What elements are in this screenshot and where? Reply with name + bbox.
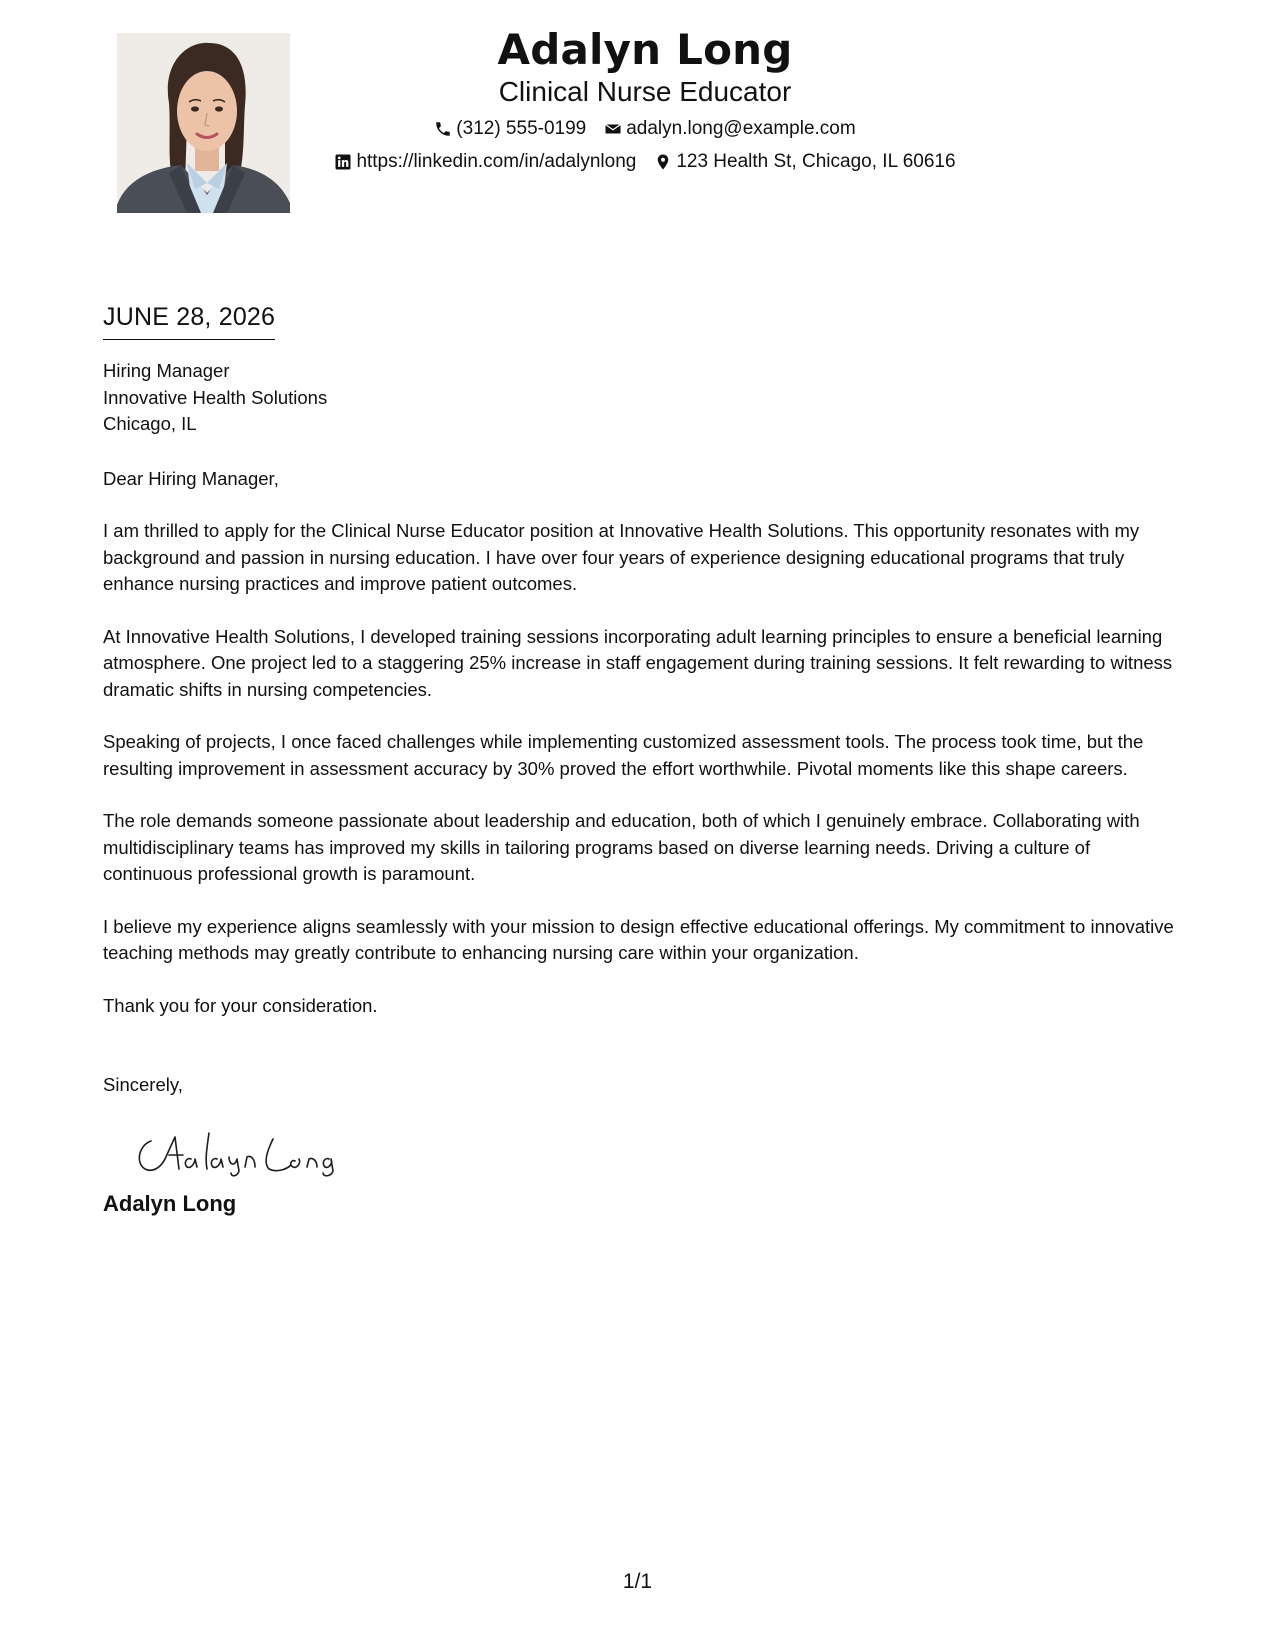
- body-paragraph: The role demands someone passionate about leadership and education, both of which I genuinely embrace. Collaborating with multidisciplinary teams has improved my skills in tailoring programs based on diverse learning needs. Driving a culture of continuous professional growth is paramount.: [103, 810, 1140, 884]
- recipient-line: Innovative Health Solutions: [103, 386, 328, 408]
- profile-photo: [117, 33, 290, 213]
- contact-email: [604, 117, 855, 141]
- body-paragraph: I believe my experience aligns seamlessly with your mission to design effective educational offerings. My commitment to innovative teaching methods may greatly contribute to enhancing nursing care within your organization.: [103, 915, 1174, 963]
- thank-you-line: Thank you for your consideration.: [103, 994, 378, 1016]
- recipient-line: Hiring Manager: [103, 360, 230, 381]
- handwritten-signature: [131, 1129, 341, 1177]
- recipient-block: [103, 358, 1183, 438]
- closing: Sincerely,: [103, 1074, 183, 1095]
- contact-phone: [434, 117, 586, 141]
- applicant-name: Adalyn Long: [497, 25, 793, 74]
- letter-body: [103, 358, 1183, 1217]
- salutation: Dear Hiring Manager,: [103, 467, 279, 489]
- body-paragraph: Speaking of projects, I once faced challenges while implementing customized assessment tools. The process took time, but the resulting improvement in assessment accuracy by 30% proved the effort worthwhile. Pivotal moments like this shape careers.: [103, 731, 1144, 779]
- body-paragraph: At Innovative Health Solutions, I developed training sessions incorporating adult learning principles to ensure a beneficial learning atmosphere. One project led to a staggering 25% increase in staff engagement during training sessions. It felt rewarding to witness dramatic shifts in nursing competencies.: [103, 625, 1173, 700]
- contact-linkedin: [334, 150, 636, 174]
- letter-header: [300, 22, 990, 174]
- phone-icon: [434, 120, 452, 138]
- body-paragraph: I am thrilled to apply for the Clinical Nurse Educator position at Innovative Health Solutions. This opportunity resonates with my background and passion in nursing education. I have over four years of experience designing educational programs that truly enhance nursing practices and improve patient outcomes.: [103, 520, 1140, 594]
- letter-date: JUNE 28, 2026: [103, 300, 275, 340]
- linkedin-link[interactable]: https://linkedin.com/in/adalynlong: [356, 151, 637, 172]
- page-number: 1/1: [622, 1570, 653, 1593]
- map-marker-icon: [654, 153, 672, 171]
- contact-address: [654, 150, 955, 174]
- phone-text[interactable]: (312) 555-0199: [456, 118, 587, 139]
- date-block: [103, 300, 275, 340]
- email-link[interactable]: adalyn.long@example.com: [626, 118, 856, 139]
- signature-drawing: [131, 1129, 341, 1177]
- recipient-line: Chicago, IL: [103, 413, 197, 434]
- envelope-icon: [604, 120, 622, 138]
- applicant-title: Clinical Nurse Educator: [498, 76, 792, 107]
- contact-row-1: [300, 117, 990, 141]
- linkedin-icon: [334, 153, 352, 171]
- signer-name: Adalyn Long: [103, 1190, 237, 1216]
- contact-row-2: [300, 150, 990, 174]
- address-text: 123 Health St, Chicago, IL 60616: [676, 151, 956, 172]
- profile-photo-illustration: [117, 33, 290, 213]
